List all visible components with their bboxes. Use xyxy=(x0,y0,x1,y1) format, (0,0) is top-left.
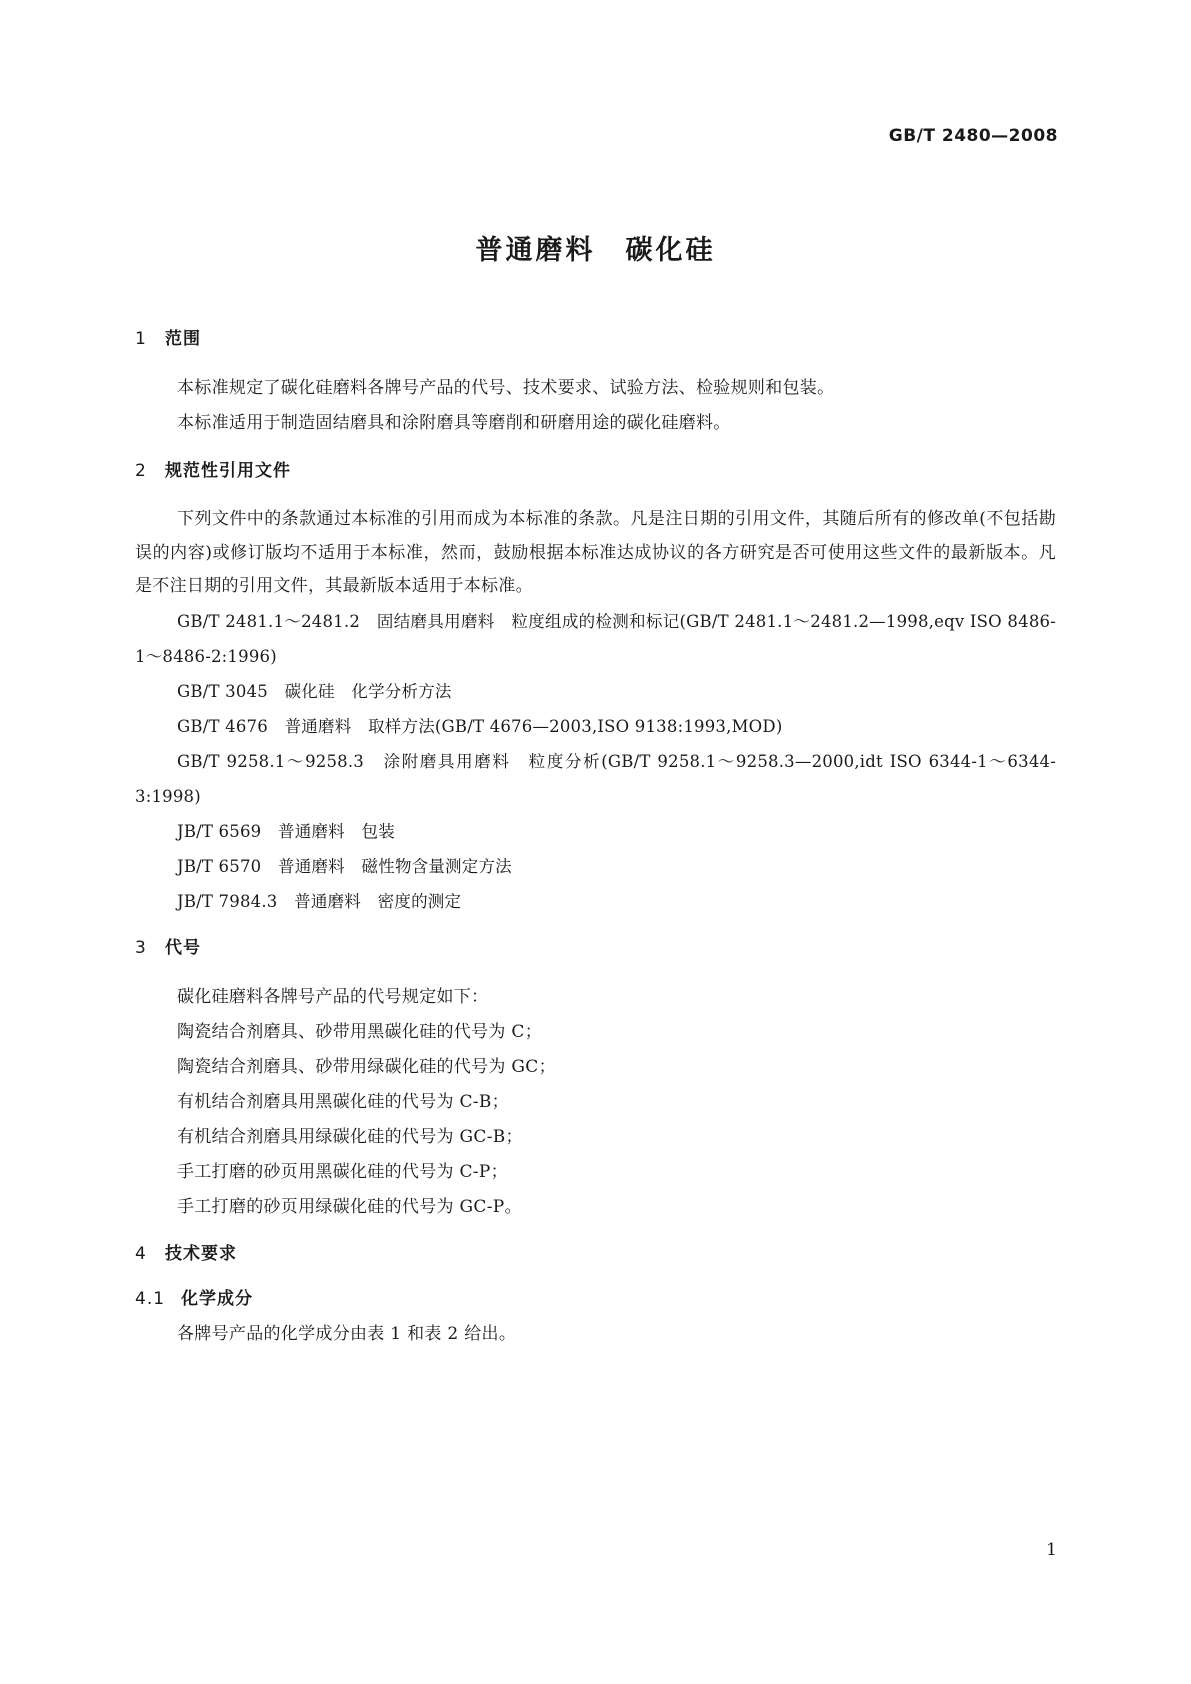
paragraph: 下列文件中的条款通过本标准的引用而成为本标准的条款。凡是注日期的引用文件，其随后所有的修改单(不包括勘误的内容)或修订版均不适用于本标准，然而，鼓励根据本标准达成协议的各方研究是否可使用这些文件的最新版本。凡是不注日期的引用文件，其最新版本适用于本标准。 xyxy=(135,509,1056,596)
reference-item: GB/T 2481.1～2481.2 固结磨具用磨料 粒度组成的检测和标记(GB/T 2481.1～2481.2—1998,eqv ISO 8486-1～8486-2:1996) xyxy=(135,611,1056,666)
section-title: 范围 xyxy=(165,329,201,349)
section-number: 2 xyxy=(135,461,147,481)
code-line: 手工打磨的砂页用绿碳化硅的代号为 GC-P。 xyxy=(177,1196,522,1217)
code-line: 陶瓷结合剂磨具、砂带用绿碳化硅的代号为 GC； xyxy=(177,1056,556,1077)
section-title: 规范性引用文件 xyxy=(165,461,291,481)
paragraph: 本标准适用于制造固结磨具和涂附磨具等磨削和研磨用途的碳化硅磨料。 xyxy=(177,413,731,433)
reference-item: JB/T 6570 普通磨料 磁性物含量测定方法 xyxy=(177,856,512,876)
paragraph: 本标准规定了碳化硅磨料各牌号产品的代号、技术要求、试验方法、检验规则和包装。 xyxy=(177,378,835,398)
section-number: 1 xyxy=(135,329,147,349)
code-line: 手工打磨的砂页用黑碳化硅的代号为 C-P； xyxy=(177,1161,508,1182)
reference-item: GB/T 3045 碳化硅 化学分析方法 xyxy=(177,681,452,701)
reference-item: JB/T 7984.3 普通磨料 密度的测定 xyxy=(177,891,462,911)
code-line: 碳化硅磨料各牌号产品的代号规定如下： xyxy=(177,986,489,1007)
section-3-heading xyxy=(135,936,1056,960)
section-number: 4.1 xyxy=(135,1288,166,1309)
page-number: 1 xyxy=(1046,1540,1057,1560)
code-line: 陶瓷结合剂磨具、砂带用黑碳化硅的代号为 C； xyxy=(177,1021,543,1042)
reference-item: JB/T 6569 普通磨料 包装 xyxy=(177,821,395,841)
section-4-1-heading xyxy=(135,1287,1056,1311)
section-number: 4 xyxy=(135,1243,147,1264)
code-line: 有机结合剂磨具用绿碳化硅的代号为 GC-B； xyxy=(177,1126,523,1147)
section-number: 3 xyxy=(135,937,147,958)
section-title: 技术要求 xyxy=(165,1243,237,1264)
reference-item: GB/T 9258.1～9258.3 涂附磨具用磨料 粒度分析(GB/T 9258.1～9258.3—2000,idt ISO 6344-1～6344-3:1998) xyxy=(135,751,1056,806)
section-4-heading xyxy=(135,1242,1056,1266)
code-line: 有机结合剂磨具用黑碳化硅的代号为 C-B； xyxy=(177,1091,509,1112)
section-2-heading xyxy=(135,459,1056,483)
standard-code: GB/T 2480—2008 xyxy=(888,126,1058,146)
section-title: 代号 xyxy=(165,937,201,958)
section-title: 化学成分 xyxy=(181,1288,253,1309)
section-1-heading xyxy=(135,327,1056,351)
document-title: 普通磨料 碳化硅 xyxy=(475,235,716,266)
paragraph: 各牌号产品的化学成分由表 1 和表 2 给出。 xyxy=(177,1323,517,1344)
document-body xyxy=(135,327,1056,1352)
reference-item: GB/T 4676 普通磨料 取样方法(GB/T 4676—2003,ISO 9138:1993,MOD) xyxy=(177,716,783,736)
